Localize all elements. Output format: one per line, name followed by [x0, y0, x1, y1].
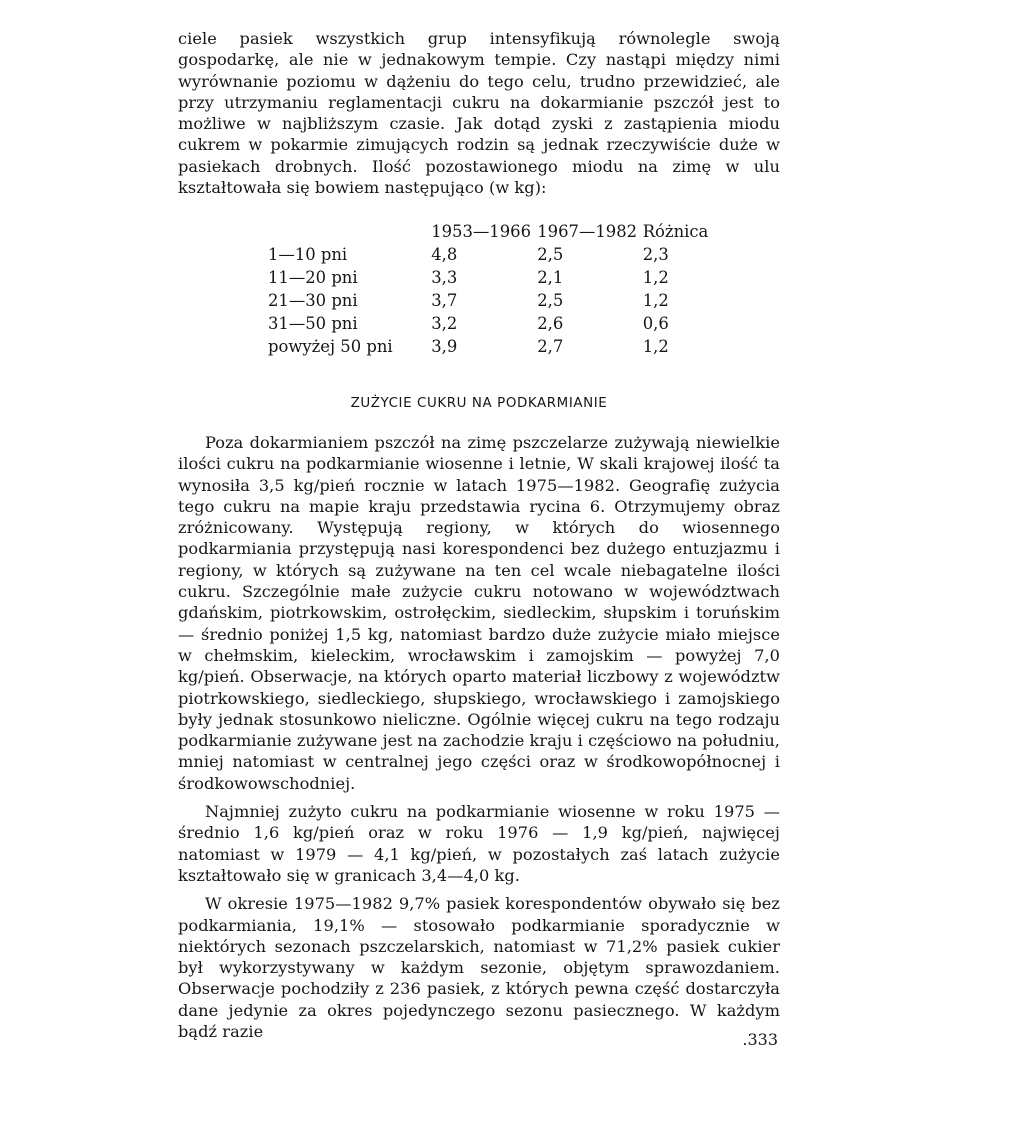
- table-cell: 3,3: [431, 268, 458, 287]
- section-paragraph: Najmniej zużyto cukru na podkarmianie wiosenne w roku 1975 — średnio 1,6 kg/pień oraz w roku 1976 — 1,9 kg/pień, najwięcej natomiast w 1979 — 4,1 kg/pień, w pozostałych zaś latach zużycie kształtowało się w granicach 3,4—4,0 kg.: [178, 802, 780, 885]
- table-row: [178, 266, 718, 289]
- table-row: [178, 312, 718, 335]
- table-cell: 2,6: [537, 314, 564, 333]
- table-header-cell: Różnica: [642, 222, 709, 241]
- table-cell: 4,8: [431, 245, 458, 264]
- section-body: [178, 432, 780, 1049]
- table-cell: 1,2: [642, 337, 669, 356]
- table-cell: 1—10 pni: [268, 245, 348, 264]
- table-cell: 2,5: [537, 245, 564, 264]
- table-header-row: [178, 220, 718, 243]
- intro-block: [178, 28, 780, 198]
- table-cell: powyżej 50 pni: [268, 337, 393, 356]
- section-heading: ZUŻYCIE CUKRU NA PODKARMIANIE: [350, 396, 608, 411]
- honey-table: [178, 220, 718, 358]
- table-cell: 1,2: [642, 268, 669, 287]
- table-cell: 2,1: [537, 268, 564, 287]
- table-cell: 3,9: [431, 337, 458, 356]
- section-paragraph: W okresie 1975—1982 9,7% pasiek korespondentów obywało się bez podkarmiania, 19,1% — stosowało podkarmianie sporadycznie w niektórych sezonach pszczelarskich, natomiast w 71,2% pasiek cukier był wykorzystywany w każdym sezonie, objętym sprawozdaniem. Obserwacje pochodziły z 236 pasiek, z których pewna część dostarczyła dane jedynie za okres pojedynczego sezonu pasiecznego. W każdym bądź razie: [178, 894, 780, 1042]
- table-row: [178, 289, 718, 312]
- table-header-cell: 1953—1966: [431, 222, 532, 241]
- section-paragraph: Poza dokarmianiem pszczół na zimę pszczelarze zużywają niewielkie ilości cukru na podkarmianie wiosenne i letnie, W skali krajowej ilość ta wynosiła 3,5 kg/pień rocznie w latach 1975—1982. Geografię zużycia tego cukru na mapie kraju przedstawia rycina 6. Otrzymujemy obraz zróżnicowany. Występują regiony, w których do wiosennego podkarmiania przystępują nasi korespondenci bez dużego entuzjazmu i regiony, w których są zużywane na ten cel wcale niebagatelne ilości cukru. Szczególnie małe zużycie cukru notowano w województwach gdańskim, piotrkowskim, ostrołęckim, siedleckim, słupskim i toruńskim — średnio poniżej 1,5 kg, natomiast bardzo duże zużycie miało miejsce w chełmskim, kieleckim, wrocławskim i zamojskim — powyżej 7,0 kg/pień. Obserwacje, na których oparto materiał liczbowy z województw piotrkowskiego, siedleckiego, słupskiego, wrocławskiego i zamojskiego były jednak stosunkowo nieliczne. Ogólnie więcej cukru na tego rodzaju podkarmianie zużywane jest na zachodzie kraju i częściowo na południu, mniej natomiast w centralnej jego części oraz w środkowopółnocnej i środkowowschodniej.: [178, 433, 780, 793]
- table-header-cell: 1967—1982: [537, 222, 638, 241]
- table-row: [178, 243, 718, 266]
- table-cell: 21—30 pni: [268, 291, 358, 310]
- table-cell: 2,3: [642, 245, 669, 264]
- table-cell: 3,7: [431, 291, 458, 310]
- table-cell: 1,2: [642, 291, 669, 310]
- table-cell: 2,5: [537, 291, 564, 310]
- intro-paragraph: ciele pasiek wszystkich grup intensyfikują równolegle swoją gospodarkę, ale nie w jednakowym tempie. Czy nastąpi między nimi wyrównanie poziomu w dążeniu do tego celu, trudno przewidzieć, ale przy utrzymaniu reglamentacji cukru na dokarmianie pszczół jest to możliwe w najbliższym czasie. Jak dotąd zyski z zastąpienia miodu cukrem w pokarmie zimujących rodzin są jednak rzeczywiście duże w pasiekach drobnych. Ilość pozostawionego miodu na zimę w ulu kształtowała się bowiem następująco (w kg):: [178, 29, 780, 198]
- page-number: .333: [742, 1030, 778, 1049]
- table-cell: 0,6: [642, 314, 669, 333]
- honey-table-wrap: [178, 220, 718, 358]
- table-header-cell: [178, 220, 431, 243]
- table-cell: 11—20 pni: [268, 268, 358, 287]
- table-cell: 31—50 pni: [268, 314, 358, 333]
- table-cell: 3,2: [431, 314, 458, 333]
- table-row: [178, 335, 718, 358]
- table-cell: 2,7: [537, 337, 564, 356]
